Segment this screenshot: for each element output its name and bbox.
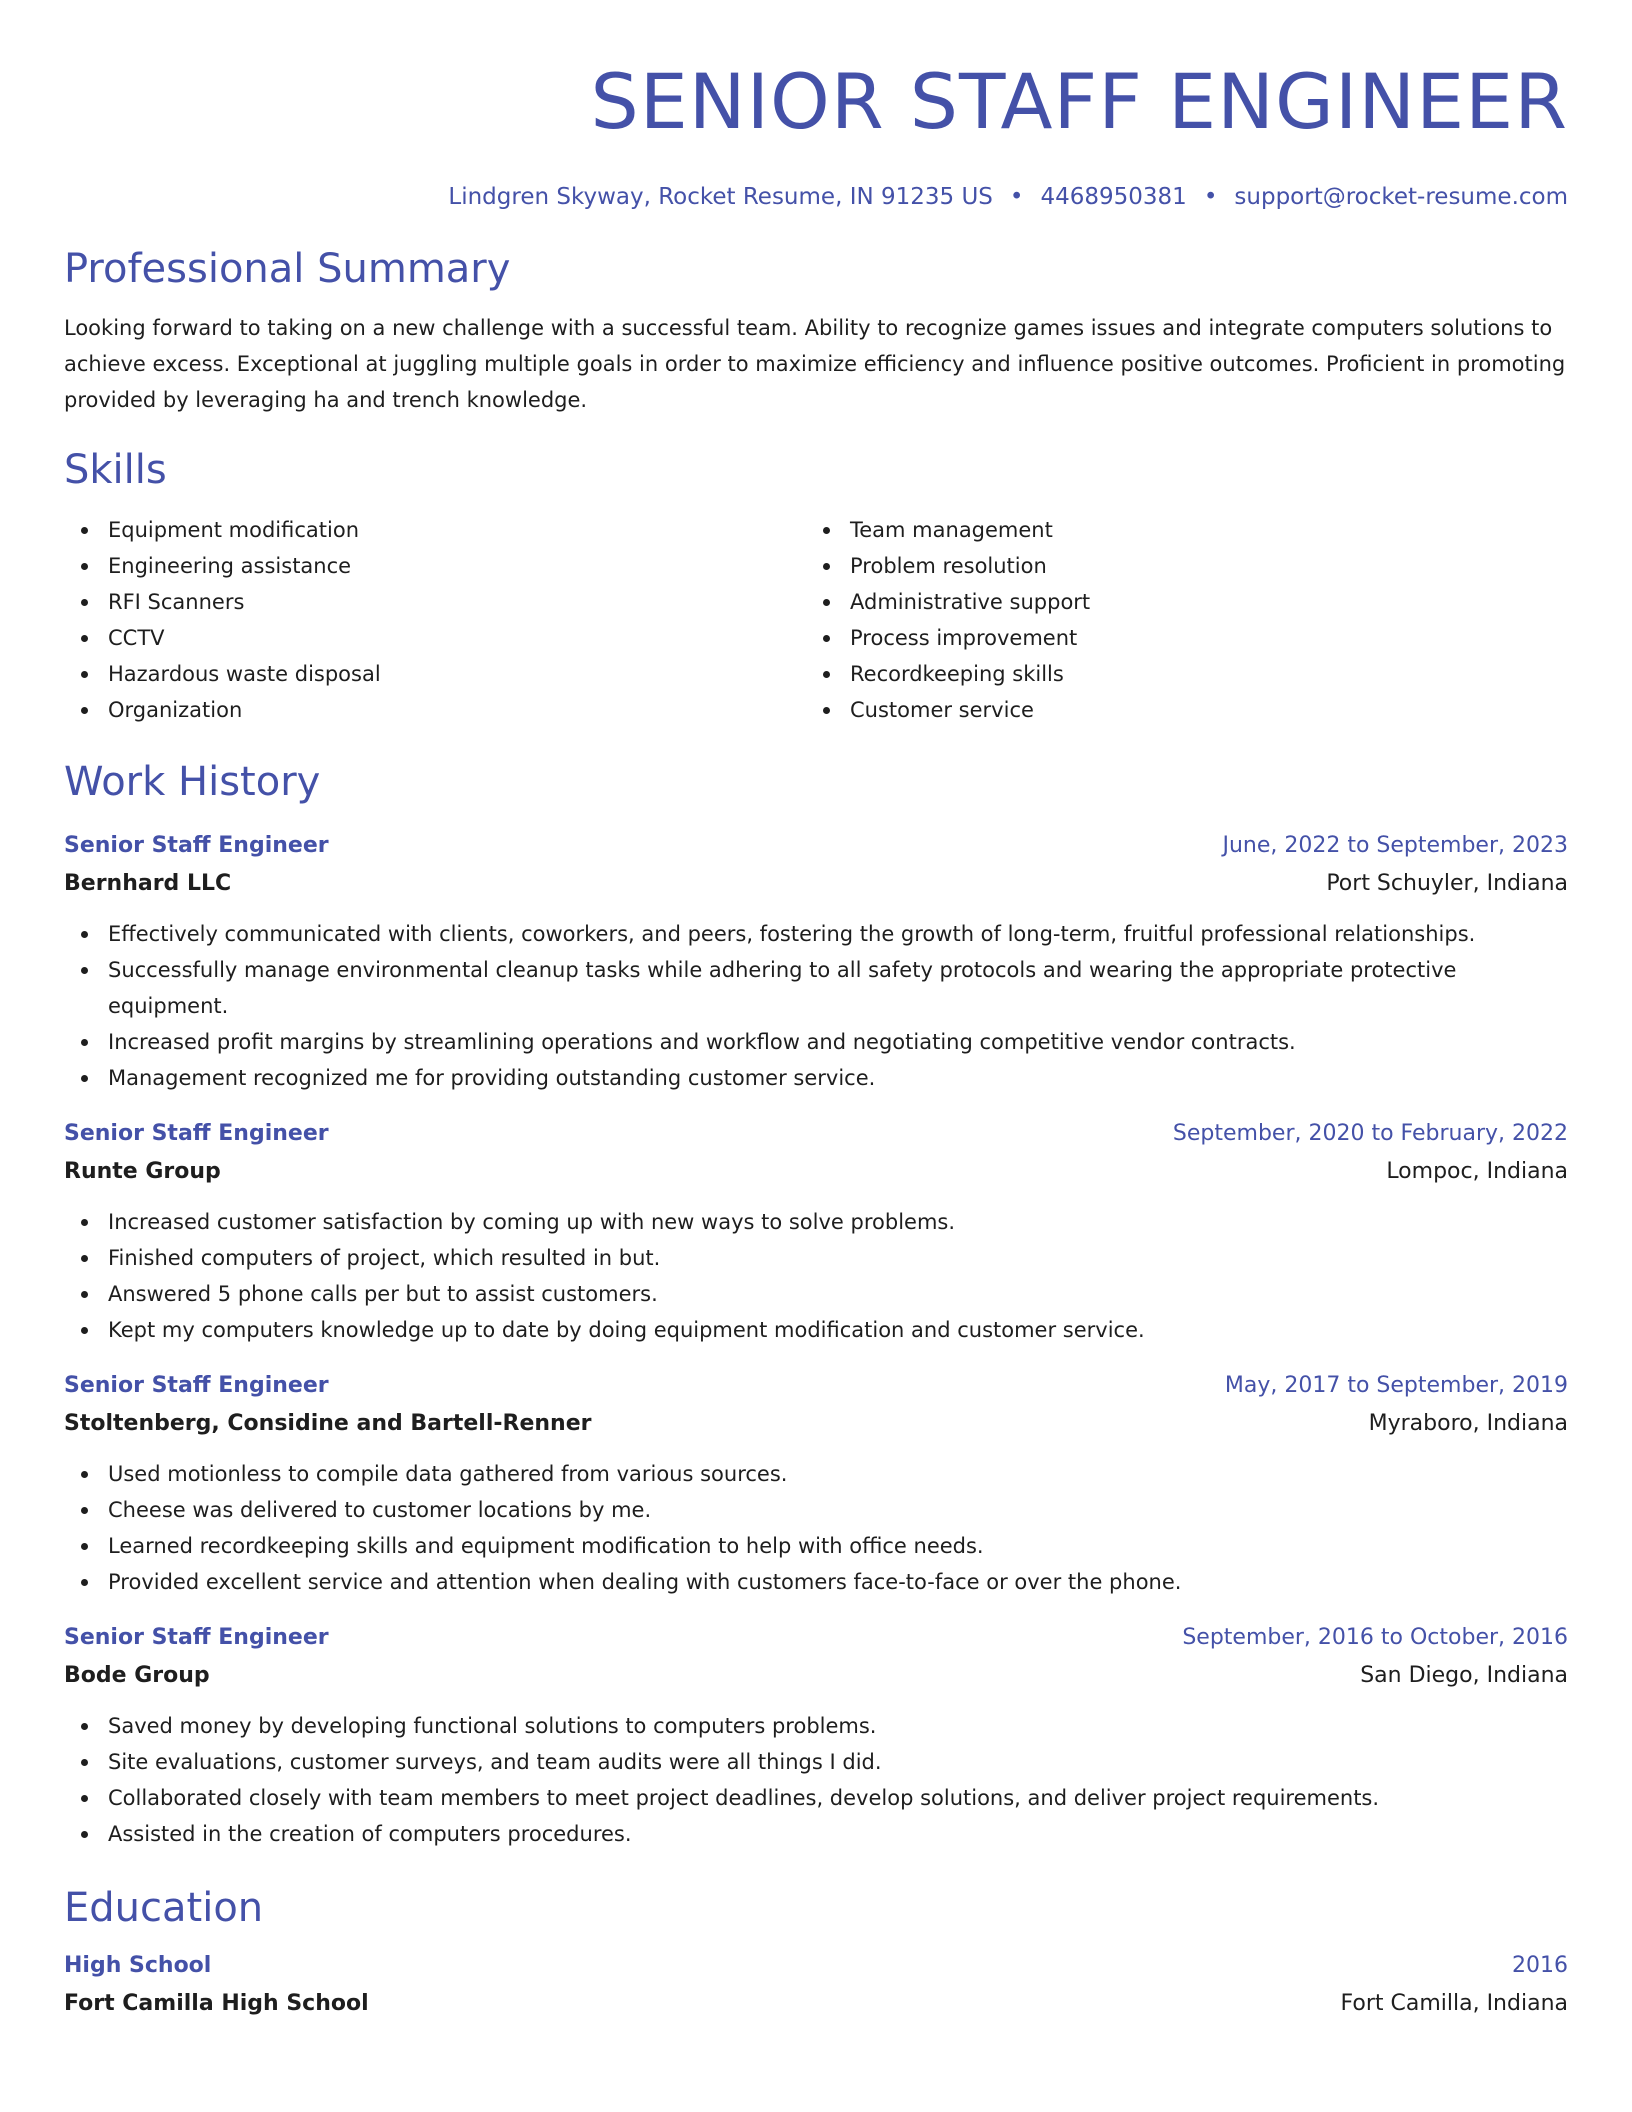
section-title-skills: Skills — [64, 447, 167, 493]
job-dates: May, 2017 to September, 2019 — [1224, 1373, 1568, 1398]
job-bullet: Increased profit margins by streamlining operations and workflow and negotiating competitive vendor contracts. — [64, 1024, 1568, 1060]
job-bullet: Cheese was delivered to customer locations by me. — [64, 1492, 1568, 1528]
section-title-work-history: Work History — [64, 759, 321, 805]
skill-item: Equipment modification — [64, 512, 806, 548]
job-bullet: Management recognized me for providing outstanding customer service. — [64, 1060, 1568, 1096]
education-year: 2016 — [1512, 1953, 1568, 1978]
job-bullet: Learned recordkeeping skills and equipment modification to help with office needs. — [64, 1528, 1568, 1564]
company-name: Stoltenberg, Considine and Bartell-Renner — [64, 1411, 592, 1436]
work-entry — [64, 1368, 1568, 1600]
job-bullets — [64, 1456, 1568, 1600]
job-location: Lompoc, Indiana — [1386, 1159, 1568, 1184]
contact-line — [64, 181, 1568, 213]
contact-separator: • — [1009, 184, 1024, 210]
job-bullet: Assisted in the creation of computers procedures. — [64, 1816, 1568, 1852]
job-location: Myraboro, Indiana — [1368, 1411, 1568, 1436]
skill-item: Hazardous waste disposal — [64, 656, 806, 692]
resume-name: SENIOR STAFF ENGINEER — [590, 57, 1568, 146]
company-name: Bode Group — [64, 1663, 210, 1688]
school-name: Fort Camilla High School — [64, 1991, 369, 2016]
skill-item: Problem resolution — [806, 548, 1548, 584]
skill-item: Customer service — [806, 692, 1548, 728]
skills-column-left — [64, 512, 806, 728]
job-dates: September, 2016 to October, 2016 — [1182, 1625, 1568, 1650]
resume-page — [64, 52, 1568, 2024]
skill-item: Recordkeeping skills — [806, 656, 1548, 692]
job-bullet: Provided excellent service and attention when dealing with customers face-to-face or over the phone. — [64, 1564, 1568, 1600]
skill-item: RFI Scanners — [64, 584, 806, 620]
contact-phone: 4468950381 — [1040, 184, 1187, 210]
job-bullet: Answered 5 phone calls per but to assist customers. — [64, 1276, 1568, 1312]
contact-email[interactable]: support@rocket-resume.com — [1234, 184, 1568, 210]
job-dates: September, 2020 to February, 2022 — [1172, 1121, 1568, 1146]
job-bullet: Used motionless to compile data gathered from various sources. — [64, 1456, 1568, 1492]
skill-item: Team management — [806, 512, 1548, 548]
company-name: Runte Group — [64, 1159, 221, 1184]
job-bullets — [64, 1708, 1568, 1852]
skill-item: CCTV — [64, 620, 806, 656]
job-title: Senior Staff Engineer — [64, 833, 329, 858]
skills-list — [64, 512, 1568, 728]
job-bullet: Saved money by developing functional solutions to computers problems. — [64, 1708, 1568, 1744]
work-entry — [64, 828, 1568, 1096]
job-bullets — [64, 916, 1568, 1096]
job-bullet: Increased customer satisfaction by coming up with new ways to solve problems. — [64, 1204, 1568, 1240]
job-title: Senior Staff Engineer — [64, 1625, 329, 1650]
work-entry — [64, 1116, 1568, 1348]
school-location: Fort Camilla, Indiana — [1340, 1991, 1568, 2016]
company-name: Bernhard LLC — [64, 871, 232, 896]
job-location: San Diego, Indiana — [1360, 1663, 1568, 1688]
skill-item: Engineering assistance — [64, 548, 806, 584]
summary-text: Looking forward to taking on a new challenge with a successful team. Ability to recognize games issues and integrate computers solutions to achieve excess. Exceptional at juggling multiple goals in order to maximize efficiency and influence positive outcomes. Proficient in promoting provided by leveraging ha and trench knowledge. — [64, 316, 1566, 412]
job-dates: June, 2022 to September, 2023 — [1222, 833, 1568, 858]
job-bullet: Kept my computers knowledge up to date by doing equipment modification and customer service. — [64, 1312, 1568, 1348]
job-title: Senior Staff Engineer — [64, 1121, 329, 1146]
job-bullet: Finished computers of project, which resulted in but. — [64, 1240, 1568, 1276]
job-bullet: Effectively communicated with clients, coworkers, and peers, fostering the growth of long-term, fruitful professional relationships. — [64, 916, 1568, 952]
education-entry — [64, 1948, 1568, 2024]
job-location: Port Schuyler, Indiana — [1326, 871, 1568, 896]
skill-item: Administrative support — [806, 584, 1548, 620]
job-bullet: Successfully manage environmental cleanup tasks while adhering to all safety protocols and wearing the appropriate protective equipment. — [64, 952, 1568, 1024]
education-degree: High School — [64, 1953, 212, 1978]
contact-address: Lindgren Skyway, Rocket Resume, IN 91235 US — [448, 184, 993, 210]
skill-item: Organization — [64, 692, 806, 728]
section-title-education: Education — [64, 1885, 264, 1931]
skill-item: Process improvement — [806, 620, 1548, 656]
skills-column-right — [806, 512, 1548, 728]
work-entry — [64, 1620, 1568, 1852]
job-bullet: Collaborated closely with team members to meet project deadlines, develop solutions, and deliver project requirements. — [64, 1780, 1568, 1816]
contact-separator: • — [1203, 184, 1218, 210]
section-title-summary: Professional Summary — [64, 246, 511, 292]
job-bullet: Site evaluations, customer surveys, and team audits were all things I did. — [64, 1744, 1568, 1780]
job-title: Senior Staff Engineer — [64, 1373, 329, 1398]
job-bullets — [64, 1204, 1568, 1348]
